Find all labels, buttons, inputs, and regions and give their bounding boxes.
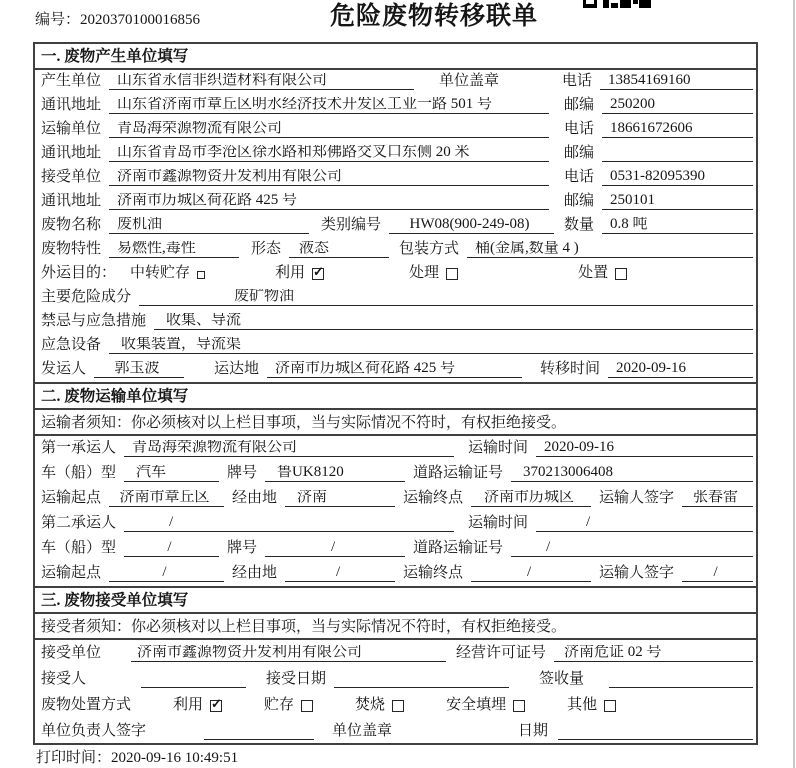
receiver-phone-value: 0531-82095390 [602, 169, 753, 186]
waste-traits-label: 废物特性 [41, 241, 102, 257]
section-producer [35, 44, 756, 382]
transporter-zip-value [602, 146, 753, 162]
first-carrier-label: 第一承运人 [41, 440, 117, 456]
purpose-utilize-checkbox [312, 268, 324, 280]
vehicle-type2-value: / [124, 540, 219, 557]
destination-label: 运达地 [214, 361, 260, 377]
permit-value: 济南危证 02 号 [554, 645, 753, 662]
purpose-dispose-checkbox [615, 268, 627, 280]
purpose-dispose-label: 处置 [578, 265, 609, 281]
road-license1-value: 370213006408 [511, 465, 753, 482]
disposal-landfill-label: 安全填埋 [446, 697, 507, 713]
producer-row [35, 70, 756, 94]
disposal-landfill-checkbox [513, 700, 525, 712]
purpose-utilize-label: 利用 [275, 265, 306, 281]
waste-qty-label: 数量 [564, 217, 595, 233]
vehicle2-row [35, 536, 756, 561]
receiver-address-row [35, 190, 756, 214]
transport-time1-label: 运输时间 [468, 440, 529, 456]
route1-start-value: 济南市章丘区 [109, 490, 224, 507]
producer-zip-value: 250200 [602, 97, 753, 114]
route2-sign-label: 运输人签字 [599, 565, 675, 581]
emergency-equipment-label: 应急设备 [41, 337, 102, 353]
disposal-incinerate-label: 焚烧 [355, 697, 386, 713]
receiver-phone-label: 电话 [564, 169, 595, 185]
transfer-time-label: 转移时间 [540, 361, 601, 377]
second-carrier-value: / [124, 515, 454, 532]
transporter-address-label: 通讯地址 [41, 145, 102, 161]
serial-label: 编号： [35, 12, 81, 28]
transporter-phone-value: 18661672606 [602, 121, 753, 138]
receiving-date-value [334, 672, 509, 688]
route2-row [35, 561, 756, 586]
packing-value: 桶(金属,数量 4 ) [467, 241, 753, 258]
print-time-value: 2020-09-16 10:49:51 [111, 750, 239, 766]
purpose-treat-label: 处理 [409, 265, 440, 281]
waste-name-value: 废机油 [109, 217, 309, 234]
producer-address-row [35, 94, 756, 118]
purpose-treat-checkbox [446, 268, 458, 280]
route1-via-value: 济南 [285, 490, 395, 507]
print-time-label: 打印时间： [36, 750, 112, 766]
producer-address-value: 山东省济南市章丘区明水经济技术开发区工业一路 501 号 [109, 97, 549, 114]
producer-phone-label: 电话 [562, 73, 593, 89]
waste-form-label: 形态 [251, 241, 282, 257]
route2-end-value: / [471, 565, 591, 582]
waste-traits-value: 易燃性,毒性 [109, 241, 239, 258]
transport-time2-label: 运输时间 [468, 515, 529, 531]
transporter-phone-label: 电话 [564, 121, 595, 137]
route2-via-value: / [285, 565, 395, 582]
disposal-storage-checkbox [301, 700, 313, 712]
unit-seal-label: 单位盖章 [332, 723, 393, 739]
route2-via-label: 经由地 [232, 565, 278, 581]
emergency-measures-label: 禁忌与应急措施 [41, 313, 147, 329]
producer-value: 山东省永信非织造材料有限公司 [109, 73, 414, 90]
waste-name-label: 废物名称 [41, 217, 102, 233]
purpose-label: 外运目的： [41, 265, 117, 281]
receiving-person-row [35, 666, 756, 692]
receiving-unit-value: 济南市鑫源物资开发利用有限公司 [131, 645, 446, 662]
waste-code-label: 类别编号 [321, 217, 382, 233]
section2-title: 二. 废物运输单位填写 [35, 384, 756, 410]
emergency-equipment-row [35, 334, 756, 358]
receiving-unit-row [35, 640, 756, 666]
sign-date-value [558, 724, 753, 740]
section-transporter [35, 382, 756, 586]
transporter-label: 运输单位 [41, 121, 102, 137]
plate1-value: 鲁UK8120 [265, 465, 405, 482]
transfer-time-value: 2020-09-16 [608, 361, 753, 378]
waste-qty-value: 0.8 吨 [602, 217, 753, 234]
transfer-purpose-row [35, 262, 756, 286]
disposal-method-row [35, 692, 756, 718]
waste-form-value: 液态 [289, 241, 389, 258]
disposal-method-label: 废物处置方式 [41, 697, 132, 713]
producer-label: 产生单位 [41, 73, 102, 89]
producer-address-label: 通讯地址 [41, 97, 102, 113]
emergency-equipment-value: 收集装置，导流渠 [109, 337, 753, 354]
disposal-other-checkbox [604, 700, 616, 712]
vehicle-type1-value: 汽车 [124, 465, 219, 482]
section3-title: 三. 废物接受单位填写 [35, 588, 756, 614]
route1-via-label: 经由地 [232, 490, 278, 506]
receiver-address-label: 通讯地址 [41, 193, 102, 209]
transport-time1-value: 2020-09-16 [536, 440, 753, 457]
road-license2-value: / [511, 540, 753, 557]
waste-name-row [35, 214, 756, 238]
signed-quantity-label: 签收量 [539, 671, 585, 687]
route1-row [35, 486, 756, 511]
receiving-date-label: 接受日期 [266, 671, 327, 687]
permit-label: 经营许可证号 [456, 645, 547, 661]
section1-title: 一. 废物产生单位填写 [35, 44, 756, 70]
first-carrier-row [35, 436, 756, 461]
receiving-person-label: 接受人 [41, 671, 87, 687]
page-right-edge [793, 0, 795, 768]
receiver-address-value: 济南市历城区荷花路 425 号 [109, 193, 549, 210]
receiving-unit-label: 接受单位 [41, 645, 102, 661]
first-carrier-value: 青岛海荣源物流有限公司 [124, 440, 454, 457]
road-license1-label: 道路运输证号 [413, 465, 504, 481]
vehicle-type2-label: 车（船）型 [41, 540, 117, 556]
route2-start-value: / [109, 565, 224, 582]
responsible-signature-row [35, 718, 756, 744]
producer-seal-label: 单位盖章 [439, 73, 500, 89]
route1-end-value: 济南市历城区 [471, 490, 591, 507]
packing-label: 包装方式 [399, 241, 460, 257]
plate2-value: / [265, 540, 405, 557]
responsible-signature-label: 单位负责人签字 [41, 723, 147, 739]
disposal-storage-label: 贮存 [264, 697, 295, 713]
transporter-address-row [35, 142, 756, 166]
producer-zip-label: 邮编 [564, 97, 595, 113]
print-time-row [36, 751, 238, 766]
transporter-row [35, 118, 756, 142]
disposal-utilize-checkbox [210, 700, 222, 712]
receiving-person-value [141, 672, 246, 688]
hazard-component-value: 废矿物油 [139, 289, 753, 306]
hazard-component-row [35, 286, 756, 310]
route1-sign-value: 张春雷 [682, 490, 753, 507]
road-license2-label: 道路运输证号 [413, 540, 504, 556]
vehicle-type1-label: 车（船）型 [41, 465, 117, 481]
emergency-measures-value: 收集、导流 [154, 313, 753, 330]
transport-time2-value: / [536, 515, 753, 532]
waste-traits-row [35, 238, 756, 262]
plate2-label: 牌号 [227, 540, 258, 556]
transporter-zip-label: 邮编 [564, 145, 595, 161]
receiver-value: 济南市鑫源物资开发利用有限公司 [109, 169, 549, 186]
destination-value: 济南市历城区荷花路 425 号 [267, 361, 522, 378]
serial-row [35, 13, 200, 28]
plate1-label: 牌号 [227, 465, 258, 481]
route2-sign-value: / [682, 565, 753, 582]
dispatcher-value: 郭玉波 [94, 361, 184, 378]
disposal-incinerate-checkbox [392, 700, 404, 712]
route1-sign-label: 运输人签字 [599, 490, 675, 506]
transporter-address-value: 山东省青岛市李沧区徐水路和郑佛路交叉口东侧 20 米 [109, 145, 549, 162]
disposal-utilize-label: 利用 [173, 697, 204, 713]
sign-date-label: 日期 [518, 723, 549, 739]
waste-code-value: HW08(900-249-08) [389, 217, 554, 234]
responsible-signature-value [204, 724, 314, 740]
section-receiver [35, 586, 756, 744]
purpose-transfer-storage-label: 中转贮存 [130, 265, 191, 281]
route2-start-label: 运输起点 [41, 565, 102, 581]
second-carrier-row [35, 511, 756, 536]
second-carrier-label: 第二承运人 [41, 515, 117, 531]
signed-quantity-value [609, 672, 753, 688]
qr-code-fragment [583, 0, 653, 10]
producer-phone-value: 13854169160 [600, 73, 753, 90]
receiver-notice: 接受者须知：你必须核对以上栏目事项，当与实际情况不符时，有权拒绝接受。 [35, 614, 756, 640]
dispatcher-label: 发运人 [41, 361, 87, 377]
transporter-value: 青岛海荣源物流有限公司 [109, 121, 549, 138]
receiver-row [35, 166, 756, 190]
disposal-other-label: 其他 [567, 697, 598, 713]
form-title: 危险废物转移联单 [330, 3, 539, 30]
hazardous-waste-transfer-form [33, 42, 758, 745]
receiver-label: 接受单位 [41, 169, 102, 185]
purpose-transfer-storage-checkbox [197, 271, 205, 279]
serial-number: 2020370100016856 [80, 12, 201, 28]
receiver-zip-label: 邮编 [564, 193, 595, 209]
hazard-component-label: 主要危险成分 [41, 289, 132, 305]
route2-end-label: 运输终点 [403, 565, 464, 581]
route1-end-label: 运输终点 [403, 490, 464, 506]
emergency-measures-row [35, 310, 756, 334]
vehicle1-row [35, 461, 756, 486]
route1-start-label: 运输起点 [41, 490, 102, 506]
receiver-zip-value: 250101 [602, 193, 753, 210]
transporter-notice: 运输者须知：你必须核对以上栏目事项，当与实际情况不符时，有权拒绝接受。 [35, 410, 756, 436]
dispatch-row [35, 358, 756, 382]
